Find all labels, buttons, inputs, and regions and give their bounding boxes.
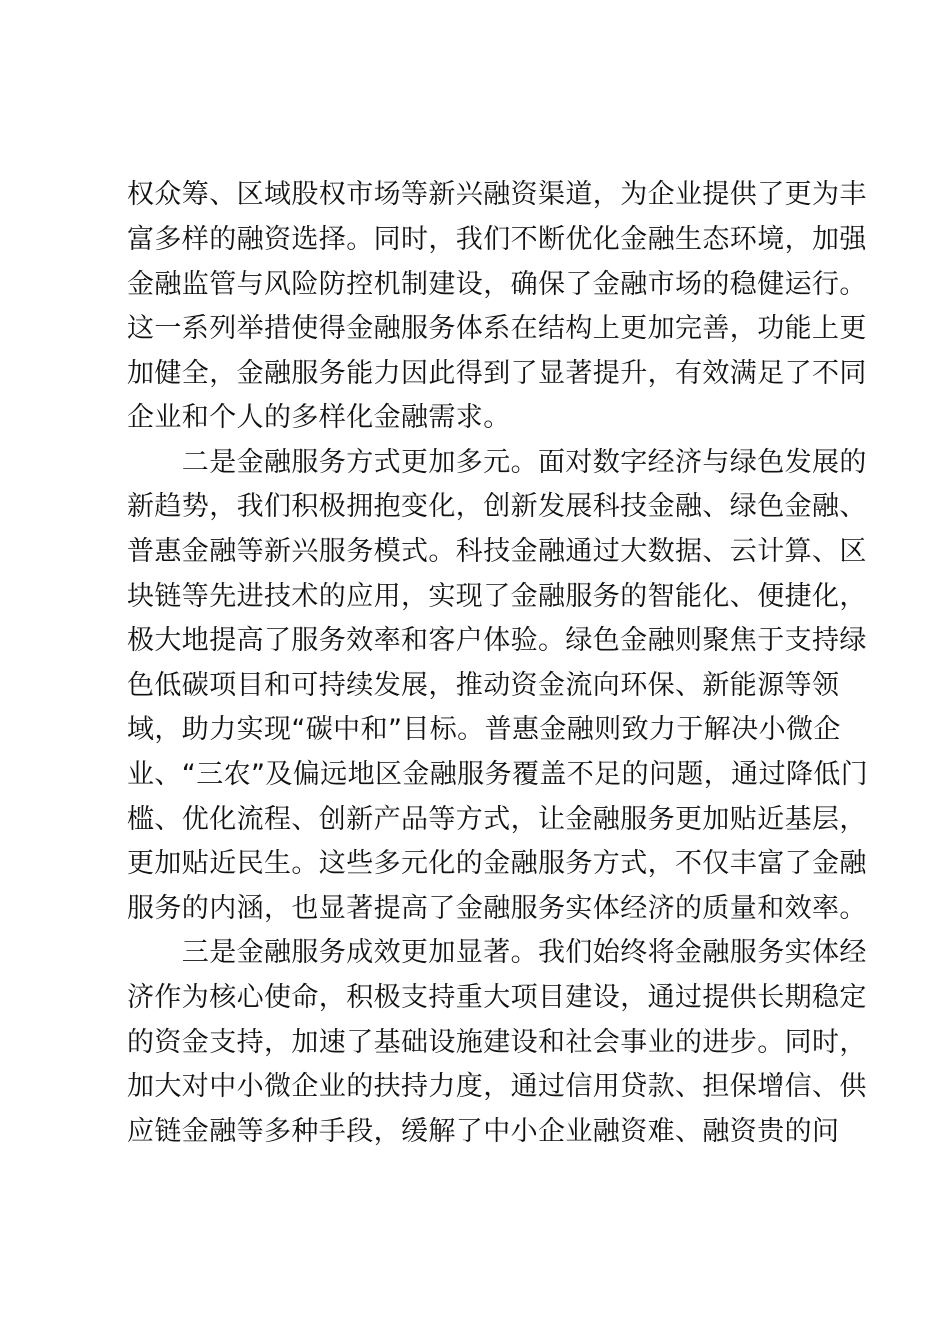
text-line: 加健全，金融服务能力因此得到了显著提升，有效满足了不同	[127, 358, 867, 389]
text-line: 服务的内涵，也显著提高了金融服务实体经济的质量和效率。	[127, 893, 867, 924]
text-line: 域，助力实现“碳中和”目标。普惠金融则致力于解决小微企	[127, 714, 841, 745]
text-line: 更加贴近民生。这些多元化的金融服务方式，不仅丰富了金融	[127, 848, 867, 879]
text-line: 极大地提高了服务效率和客户体验。绿色金融则聚焦于支持绿	[127, 625, 867, 656]
text-line: 加大对中小微企业的扶持力度，通过信用贷款、担保增信、供	[127, 1071, 867, 1102]
text-line: 色低碳项目和可持续发展，推动资金流向环保、新能源等领	[127, 670, 840, 701]
text-line: 应链金融等多种手段，缓解了中小企业融资难、融资贵的问	[127, 1116, 840, 1147]
text-line: 槛、优化流程、创新产品等方式，让金融服务更加贴近基层，	[127, 804, 867, 835]
text-line: 权众筹、区域股权市场等新兴融资渠道，为企业提供了更为丰	[127, 179, 867, 210]
text-line: 济作为核心使命，积极支持重大项目建设，通过提供长期稳定	[127, 982, 867, 1013]
text-line: 金融监管与风险防控机制建设，确保了金融市场的稳健运行。	[127, 269, 867, 300]
text-line: 块链等先进技术的应用，实现了金融服务的智能化、便捷化，	[127, 581, 867, 612]
text-line: 二是金融服务方式更加多元。面对数字经济与绿色发展的	[127, 447, 867, 478]
text-line: 业、“三农”及偏远地区金融服务覆盖不足的问题，通过降低门	[127, 759, 869, 790]
text-line: 这一系列举措使得金融服务体系在结构上更加完善，功能上更	[127, 313, 867, 344]
text-line: 企业和个人的多样化金融需求。	[127, 402, 511, 433]
text-line: 富多样的融资选择。同时，我们不断优化金融生态环境，加强	[127, 224, 867, 255]
text-line: 普惠金融等新兴服务模式。科技金融通过大数据、云计算、区	[127, 536, 867, 567]
text-line: 的资金支持，加速了基础设施建设和社会事业的进步。同时，	[127, 1027, 867, 1058]
text-line: 新趋势，我们积极拥抱变化，创新发展科技金融、绿色金融、	[127, 491, 867, 522]
text-line: 三是金融服务成效更加显著。我们始终将金融服务实体经	[127, 937, 867, 968]
